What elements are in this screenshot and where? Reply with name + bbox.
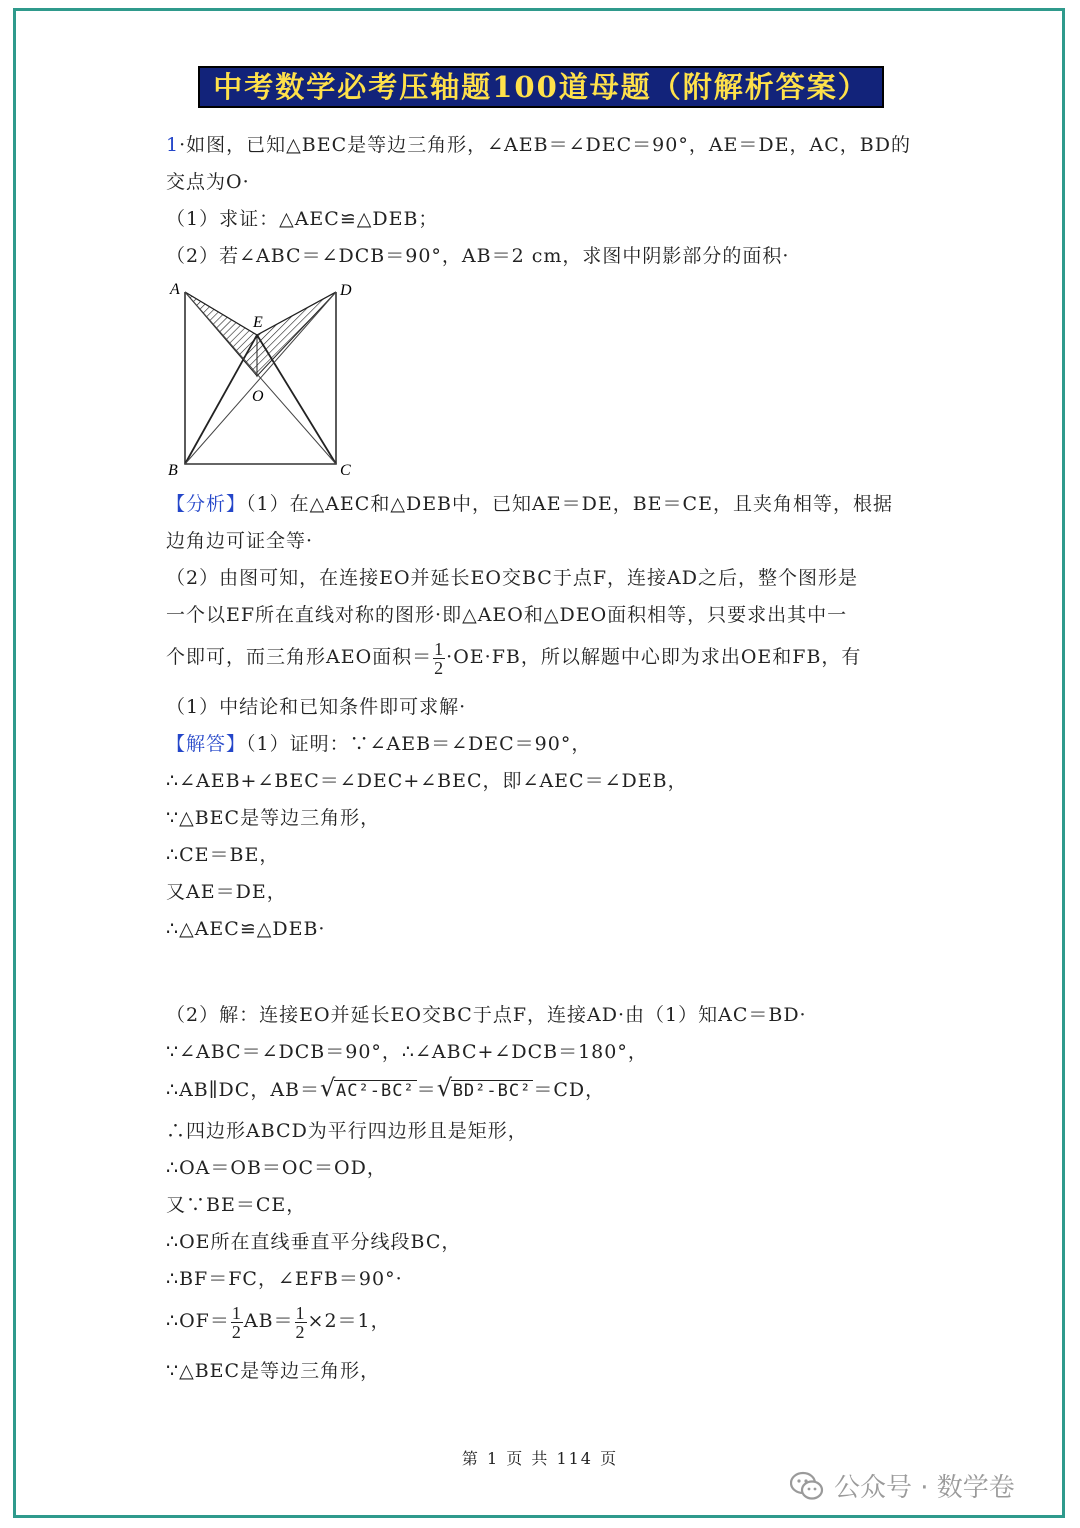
label-d: D — [340, 282, 352, 299]
answer-part2-line-9 — [166, 1300, 391, 1342]
problem-number: 1 — [166, 134, 180, 156]
analysis-line-5 — [166, 636, 861, 678]
answer-text-1: （1）证明：∵∠AEB＝∠DEC＝90°， — [246, 733, 592, 755]
wechat-icon — [790, 1471, 824, 1501]
label-b: B — [168, 462, 178, 479]
answer-part2-line-2: ∵∠ABC＝∠DCB＝90°，∴∠ABC+∠DCB＝180°， — [166, 1041, 648, 1063]
analysis-line-2: 边角边可证全等· — [166, 530, 314, 552]
label-o: O — [252, 388, 264, 405]
answer-part2-line-1: （2）解：连接EO并延长EO交BC于点F，连接AD·由（1）知AC＝BD· — [166, 1004, 807, 1026]
page-title: 中考数学必考压轴题100道母题（附解析答案） — [198, 66, 884, 108]
watermark — [790, 1467, 1015, 1504]
analysis-text-5a: 个即可，而三角形AEO面积＝ — [166, 646, 433, 668]
answer-text-b3b: ＝CD， — [533, 1079, 606, 1101]
watermark-text: 公众号 · 数学卷 — [834, 1473, 1015, 1503]
problem-part-2: （2）若∠ABC＝∠DCB＝90°，AB＝2 cm，求图中阴影部分的面积· — [166, 245, 790, 267]
answer-line-4: ∴CE＝BE， — [166, 844, 280, 866]
shaded-triangle-deo — [257, 292, 336, 376]
answer-tag: 【解答】 — [166, 733, 247, 755]
answer-line-3: ∵△BEC是等边三角形， — [166, 807, 381, 829]
answer-line-2: ∴∠AEB+∠BEC＝∠DEC+∠BEC，即∠AEC＝∠DEB， — [166, 770, 688, 792]
answer-text-b9a: ∴OF＝ — [166, 1310, 230, 1332]
answer-line-5: 又AE＝DE， — [166, 881, 287, 903]
answer-text-b9c: ×2＝1， — [307, 1310, 391, 1332]
fraction-half-3: $\frac{1}{2}$ — [295, 1302, 306, 1342]
answer-part2-line-3 — [166, 1074, 605, 1107]
answer-part2-line-10: ∵△BEC是等边三角形， — [166, 1360, 381, 1382]
page-footer: 第 1 页 共 114 页 — [461, 1449, 619, 1468]
problem-line-1 — [166, 132, 911, 158]
answer-part2-line-7: ∴OE所在直线垂直平分线段BC， — [166, 1231, 462, 1253]
analysis-line-4: 一个以EF所在直线对称的图形·即△AEO和△DEO面积相等，只要求出其中一 — [166, 604, 848, 626]
fraction-half-2: $\frac{1}{2}$ — [231, 1302, 242, 1342]
problem-text-1: ·如图，已知△BEC是等边三角形，∠AEB＝∠DEC＝90°，AE＝DE，AC，BD的 — [179, 134, 911, 156]
segment-ce — [257, 335, 336, 464]
analysis-line-3: （2）由图可知，在连接EO并延长EO交BC于点F，连接AD之后，整个图形是 — [166, 567, 858, 589]
analysis-tag: 【分析】 — [166, 493, 247, 515]
answer-text-b9b: AB＝ — [243, 1310, 294, 1332]
answer-line-6: ∴△AEC≌△DEB· — [166, 918, 326, 940]
analysis-line-1 — [166, 491, 893, 517]
problem-part-1: （1）求证：△AEC≌△DEB； — [166, 208, 439, 230]
answer-eq: ＝ — [416, 1079, 437, 1101]
answer-part2-line-8: ∴BF＝FC，∠EFB＝90°· — [166, 1268, 403, 1290]
answer-text-b3a: ∴AB∥DC，AB＝ — [166, 1079, 321, 1101]
answer-part2-line-4: ∴四边形ABCD为平行四边形且是矩形， — [166, 1120, 528, 1142]
answer-part2-line-6: 又∵BE＝CE， — [166, 1194, 307, 1216]
answer-line-1 — [166, 731, 591, 757]
analysis-line-6: （1）中结论和已知条件即可求解· — [166, 696, 467, 718]
analysis-text-5b: ·OE·FB，所以解题中心即为求出OE和FB，有 — [446, 646, 862, 668]
analysis-text-1: （1）在△AEC和△DEB中，已知AE＝DE，BE＝CE，且夹角相等，根据 — [246, 493, 893, 515]
problem-line-2: 交点为O· — [166, 171, 250, 193]
segment-be — [185, 335, 257, 464]
fraction-half: $\frac{1}{2}$ — [434, 638, 445, 678]
label-e: E — [253, 314, 263, 331]
geometry-figure — [160, 278, 360, 483]
label-a: A — [170, 281, 180, 298]
sqrt-bd-bc: √ BD²-BC² — [436, 1074, 532, 1102]
answer-part2-line-5: ∴OA＝OB＝OC＝OD， — [166, 1157, 387, 1179]
label-c: C — [340, 462, 351, 479]
sqrt-ac-bc: √ AC²-BC² — [320, 1074, 415, 1102]
